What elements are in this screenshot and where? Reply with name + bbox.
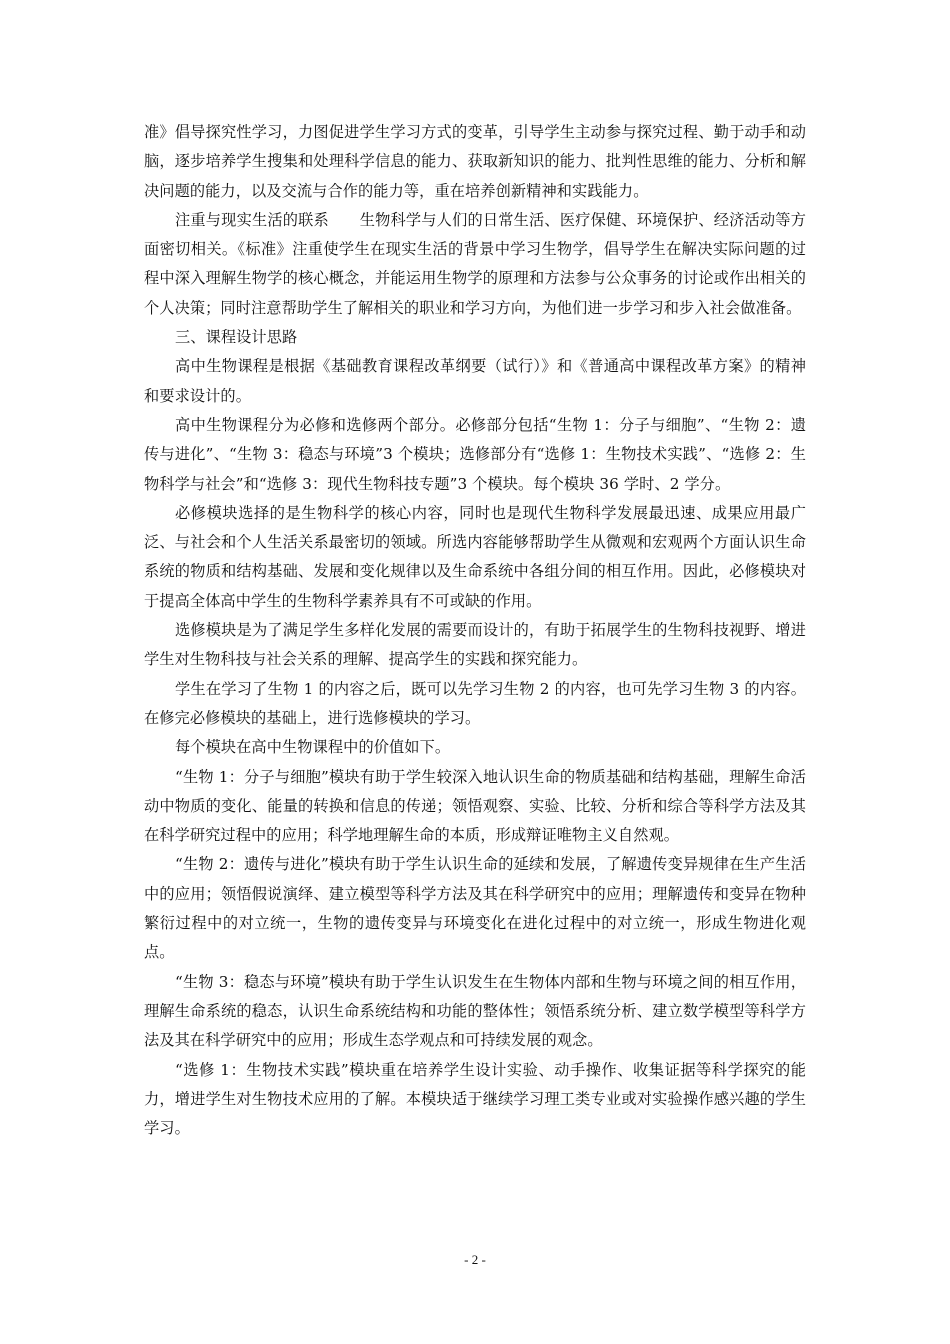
paragraph-module-biology-1: “生物 1：分子与细胞”模块有助于学生较深入地认识生命的物质基础和结构基础，理解生命活动中物质的变化、能量的转换和信息的传递；领悟观察、实验、比较、分析和综合等科学方法及其在科学研究过程中的应用；科学地理解生命的本质，形成辩证唯物主义自然观。 — [144, 767, 806, 845]
paragraph-elective-modules: 选修模块是为了满足学生多样化发展的需要而设计的，有助于拓展学生的生物科技视野、增进学生对生物科技与社会关系的理解、提高学生的实践和探究能力。 — [144, 621, 806, 669]
paragraph-module-elective-1: “选修 1：生物技术实践”模块重在培养学生设计实验、动手操作、收集证据等科学探究的能力，增进学生对生物技术应用的了解。本模块适于继续学习理工类专业或对实验操作感兴趣的学生学习。 — [144, 1060, 806, 1138]
section-heading-course-design: 三、课程设计思路 — [175, 328, 298, 347]
paragraph-required-modules: 必修模块选择的是生物科学的核心内容，同时也是现代生物科学发展最迅速、成果应用最广泛、与社会和个人生活关系最密切的领域。所选内容能够帮助学生从微观和宏观两个方面认识生命系统的物质和结构基础、发展和变化规律以及生命系统中各组分间的相互作用。因此，必修模块对于提高全体高中学生的生物科学素养具有不可或缺的作用。 — [144, 503, 806, 610]
paragraph-design-basis: 高中生物课程是根据《基础教育课程改革纲要（试行）》和《普通高中课程改革方案》的精神和要求设计的。 — [144, 357, 806, 405]
paragraph-continuation: 准》倡导探究性学习，力图促进学生学习方式的变革，引导学生主动参与探究过程、勤于动手和动脑，逐步培养学生搜集和处理科学信息的能力、获取新知识的能力、批判性思维的能力、分析和解决问题的能力，以及交流与合作的能力等，重在培养创新精神和实践能力。 — [144, 123, 806, 200]
paragraph-course-structure: 高中生物课程分为必修和选修两个部分。必修部分包括“生物 1：分子与细胞”、“生物 2：遗传与进化”、“生物 3：稳态与环境”3 个模块；选修部分有“选修 1：生物技术实践”、“选修 2：生物科学与社会”和“选修 3：现代生物科技专题”3 个模块。每个模块 36 学时、2 学分。 — [144, 415, 806, 493]
paragraph-module-value-intro: 每个模块在高中生物课程中的价值如下。 — [175, 738, 451, 757]
page-number: - 2 - — [464, 1252, 486, 1267]
document-body — [144, 118, 806, 1143]
paragraph-module-biology-2: “生物 2：遗传与进化”模块有助于学生认识生命的延续和发展，了解遗传变异规律在生产生活中的应用；领悟假说演绎、建立模型等科学方法及其在科学研究中的应用；理解遗传和变异在物种繁衍过程中的对立统一，生物的遗传变异与环境变化在进化过程中的对立统一，形成生物进化观点。 — [144, 855, 806, 962]
paragraph-learning-order: 学生在学习了生物 1 的内容之后，既可以先学习生物 2 的内容，也可先学习生物 3 的内容。在修完必修模块的基础上，进行选修模块的学习。 — [144, 679, 806, 727]
paragraph-module-biology-3: “生物 3：稳态与环境”模块有助于学生认识发生在生物体内部和生物与环境之间的相互作用，理解生命系统的稳态，认识生命系统结构和功能的整体性；领悟系统分析、建立数学模型等科学方法及其在科学研究中的应用；形成生态学观点和可持续发展的观念。 — [144, 972, 806, 1050]
paragraph-real-life-connection: 注重与现实生活的联系 生物科学与人们的日常生活、医疗保健、环境保护、经济活动等方面密切相关。《标准》注重使学生在现实生活的背景中学习生物学，倡导学生在解决实际问题的过程中深入理解生物学的核心概念，并能运用生物学的原理和方法参与公众事务的讨论或作出相关的个人决策；同时注意帮助学生了解相关的职业和学习方向，为他们进一步学习和步入社会做准备。 — [144, 210, 806, 317]
